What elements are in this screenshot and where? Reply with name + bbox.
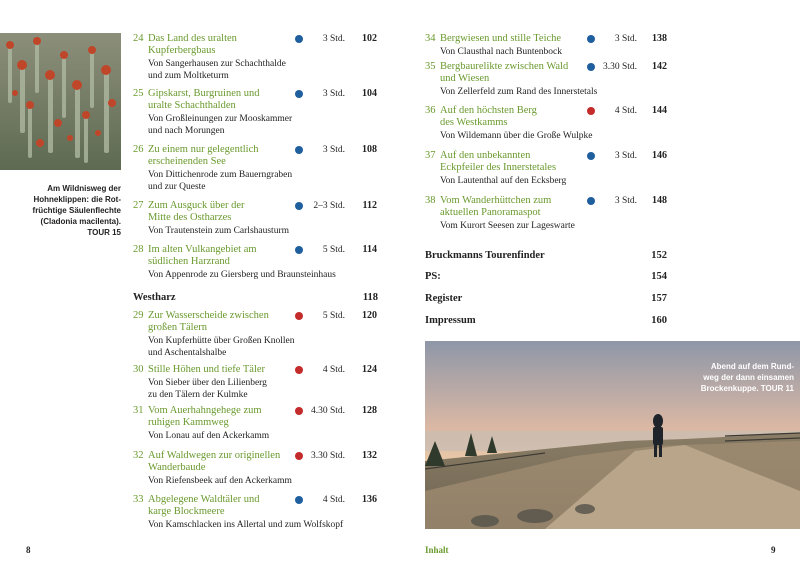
tour-number: 33 (133, 494, 144, 505)
tour-duration: 3 Std. (322, 89, 345, 99)
tour-route: Von Kupferhütte über Großen Knollen und Aschentalshalbe (148, 336, 295, 358)
tour-page-number: 128 (362, 405, 377, 416)
tour-page-number: 142 (652, 61, 667, 72)
tour-duration: 4 Std. (322, 365, 345, 375)
back-matter-label: PS: (425, 271, 441, 282)
tour-number: 31 (133, 405, 144, 416)
tour-entry-24[interactable] (133, 33, 383, 81)
tour-route: Von Wildemann über die Große Wulpke (440, 131, 593, 141)
footer-label: Inhalt (425, 545, 449, 555)
tour-duration: 3 Std. (614, 196, 637, 206)
tour-duration: 5 Std. (322, 311, 345, 321)
tour-entry-28[interactable] (133, 244, 383, 292)
tour-title: Bergwiesen und stille Teiche (440, 33, 562, 44)
tour-title: Stille Höhen und tiefe Täler (148, 364, 266, 375)
tour-page-number: 114 (362, 244, 377, 255)
tour-page-number: 120 (362, 310, 377, 321)
back-matter-page: 157 (651, 293, 667, 304)
tour-route: Von Großleinungen zur Mooskammer und nach Morungen (148, 114, 293, 136)
tour-page-number: 144 (652, 105, 667, 116)
tour-title: Zur Wasserscheide zwischen großen Tälern (148, 310, 269, 333)
back-matter-item[interactable] (425, 271, 670, 283)
tour-number: 34 (425, 33, 436, 44)
tour-route: Von Appenrode zu Giersberg und Braunsteinhaus (148, 270, 336, 280)
tour-entry-27[interactable] (133, 200, 383, 248)
tour-duration: 3 Std. (322, 145, 345, 155)
tour-number: 32 (133, 450, 144, 461)
tour-page-number: 112 (362, 200, 377, 211)
tour-route: Von Lonau auf den Ackerkamm (148, 431, 270, 441)
tour-duration: 3 Std. (322, 34, 345, 44)
tour-title: Im alten Vulkangebiet am südlichen Harzrand (148, 244, 257, 267)
tour-duration: 4 Std. (322, 495, 345, 505)
tour-route: Von Clausthal nach Buntenbock (440, 47, 562, 57)
tour-number: 28 (133, 244, 144, 255)
tour-duration: 5 Std. (322, 245, 345, 255)
tour-title: Zu einem nur gelegentlich erscheinenden See (148, 144, 259, 167)
tour-title: Auf den unbekannten Eckpfeiler des Innerstetales (440, 150, 557, 173)
tour-entry-25[interactable] (133, 88, 383, 136)
lichen-caption: Am Wildnisweg der Hohneklippen: die Rot- früchtige Säulenflechte (Cladonia macilenta). TOUR 15 (32, 184, 121, 237)
back-matter-label: Impressum (425, 315, 476, 326)
tour-route: Von Riefensbeek auf den Ackerkamm (148, 476, 292, 486)
tour-entry-38[interactable] (425, 195, 675, 243)
brocken-evening-photo (425, 341, 800, 529)
tour-number: 25 (133, 88, 144, 99)
back-matter-item[interactable] (425, 293, 670, 305)
tour-route: Vom Kurort Seesen zur Lageswarte (440, 221, 575, 231)
tour-title: Abgelegene Waldtäler und karge Blockmeere (148, 494, 260, 517)
tour-page-number: 124 (362, 364, 377, 375)
tour-number: 37 (425, 150, 436, 161)
tour-page-number: 136 (362, 494, 377, 505)
tour-number: 24 (133, 33, 144, 44)
tour-route: Von Kamschlacken ins Allertal und zum Wolfskopf (148, 520, 344, 530)
tour-page-number: 108 (362, 144, 377, 155)
back-matter-page: 160 (651, 315, 667, 326)
tour-entry-31[interactable] (133, 405, 383, 453)
tour-route: Von Sieber über den Lilienberg zu den Tälern der Kulmke (148, 378, 267, 400)
tour-route: Von Trautenstein zum Carlshausturm (148, 226, 290, 236)
tour-duration: 2–3 Std. (313, 201, 345, 211)
tour-page-number: 138 (652, 33, 667, 44)
tour-entry-26[interactable] (133, 144, 383, 192)
tour-entry-33[interactable] (133, 494, 383, 542)
tour-duration: 3.30 Std. (602, 62, 637, 72)
tour-entry-37[interactable] (425, 150, 675, 198)
tour-duration: 3.30 Std. (310, 451, 345, 461)
tour-duration: 4 Std. (614, 106, 637, 116)
tour-number: 30 (133, 364, 144, 375)
tour-number: 29 (133, 310, 144, 321)
back-matter-page: 152 (651, 250, 667, 261)
lichen-photo (0, 33, 121, 170)
back-matter-label: Register (425, 293, 463, 304)
tour-duration: 3 Std. (614, 151, 637, 161)
back-matter-item[interactable] (425, 250, 670, 262)
tour-duration: 3 Std. (614, 34, 637, 44)
tour-route: Von Sangerhausen zur Schachthalde und zum Moltketurm (148, 59, 286, 81)
tour-number: 36 (425, 105, 436, 116)
tour-entry-32[interactable] (133, 450, 383, 498)
tour-title: Zum Ausguck über der Mitte des Ostharzes (148, 200, 245, 223)
tour-page-number: 148 (652, 195, 667, 206)
tour-title: Vom Wanderhüttchen zum aktuellen Panoramaspot (440, 195, 552, 218)
page-number-left: 8 (26, 545, 31, 555)
tour-title: Das Land des uralten Kupferbergbaus (148, 33, 237, 56)
tour-title: Bergbaurelikte zwischen Wald und Wiesen (440, 61, 569, 84)
tour-page-number: 146 (652, 150, 667, 161)
section-label: Westharz (133, 292, 176, 303)
tour-route: Von Dittichenrode zum Bauerngraben und zur Queste (148, 170, 293, 192)
tour-route: Von Zellerfeld zum Rand des Innerstetals (440, 87, 598, 97)
section-page: 118 (362, 292, 378, 303)
tour-entry-29[interactable] (133, 310, 383, 358)
tour-page-number: 102 (362, 33, 377, 44)
tour-title: Auf den höchsten Berg des Westkamms (440, 105, 537, 128)
tour-title: Auf Waldwegen zur originellen Wanderbaude (148, 450, 281, 473)
tour-title: Vom Auerhahngehege zum ruhigen Kammweg (148, 405, 262, 428)
tour-duration: 4.30 Std. (310, 406, 345, 416)
tour-number: 26 (133, 144, 144, 155)
back-matter-page: 154 (651, 271, 667, 282)
back-matter-label: Bruckmanns Tourenfinder (425, 250, 545, 261)
tour-number: 35 (425, 61, 436, 72)
page-number-right: 9 (771, 545, 776, 555)
tour-page-number: 104 (362, 88, 377, 99)
brocken-caption: Abend auf dem Rund- weg der dann einsamen Brockenkuppe. TOUR 11 (700, 362, 794, 393)
tour-route: Von Lautenthal auf den Ecksberg (440, 176, 567, 186)
section-westharz[interactable] (133, 292, 378, 304)
tour-number: 27 (133, 200, 144, 211)
back-matter-item[interactable] (425, 315, 670, 327)
tour-entry-36[interactable] (425, 105, 675, 153)
tour-page-number: 132 (362, 450, 377, 461)
tour-entry-35[interactable] (425, 61, 675, 109)
tour-title: Gipskarst, Burgruinen und uralte Schachthalden (148, 88, 260, 111)
tour-number: 38 (425, 195, 436, 206)
